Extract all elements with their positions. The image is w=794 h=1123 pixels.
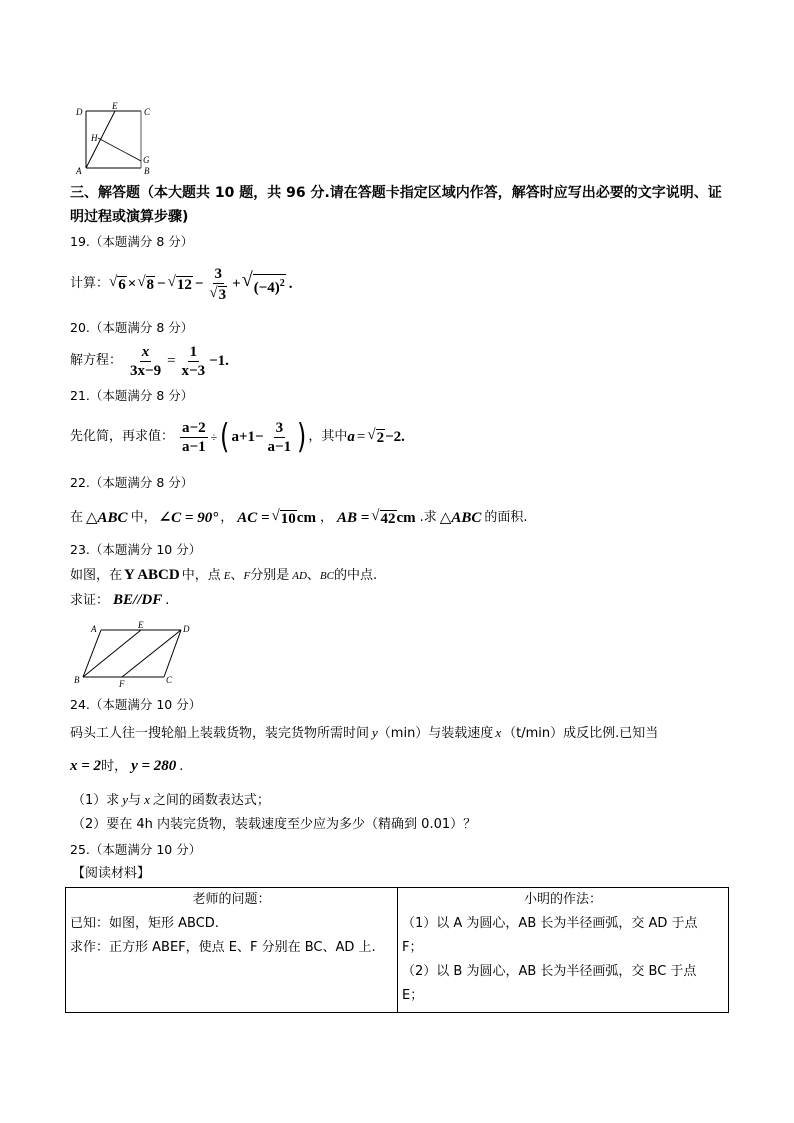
q20-equation: $\frac{x}{3x-9}$ = $\frac{1}{x-3}$ −1. <box>130 343 229 379</box>
q20-body <box>70 341 229 381</box>
teacher-question-title: 老师的问题： <box>192 892 271 907</box>
label-B: B <box>144 166 150 176</box>
q19-header: 19.（本题满分 8 分） <box>70 234 194 249</box>
q24-part1: （1）求 y 与 x 之间的函数表达式； <box>72 792 270 808</box>
teacher-question-given: 已知：如图，矩形 ABCD. <box>70 916 219 931</box>
q21-expression: $\frac{a-2}{a-1}$ ÷ ( a+1− $\frac{3}{a-1}$ ) <box>182 417 307 457</box>
q24-line2: x = 2 时， y = 280 . <box>70 758 184 774</box>
xiaoming-step1-cont: F； <box>402 940 423 955</box>
q21-header: 21.（本题满分 8 分） <box>70 388 194 403</box>
q19-expression: √ 6 × √ 8 − √ 12 − 3 √ 3 + √ $(-4)^2$ . <box>109 265 293 303</box>
q23-header: 23.（本题满分 10 分） <box>70 542 202 557</box>
q20-header: 20.（本题满分 8 分） <box>70 320 194 335</box>
label-C: C <box>144 107 151 117</box>
q22-header: 22.（本题满分 8 分） <box>70 475 194 490</box>
label-H: H <box>91 133 98 143</box>
q22-body: 在 △ABC 中， ∠C = 90° ， AC = √ 10 cm ， AB = √ 42 cm .求 △ABC 的面积. <box>70 508 528 527</box>
label-A: A <box>76 166 82 176</box>
label-E: E <box>138 620 144 630</box>
xiaoming-step1: （1）以 A 为圆心，AB 长为半径画弧，交 AD 于点 <box>402 916 698 931</box>
q20-prompt: 解方程： <box>70 353 123 368</box>
xiaoming-step2: （2）以 B 为圆心，AB 长为半径画弧，交 BC 于点 <box>402 964 697 979</box>
label-G: G <box>143 155 150 165</box>
q21-condition-text: ，其中 <box>308 429 348 444</box>
reading-material-table <box>65 887 729 1013</box>
parallelogram-figure <box>70 617 200 689</box>
q21-prompt: 先化简，再求值： <box>70 429 175 444</box>
q21-condition: a = √ 2 −2. <box>347 427 405 446</box>
reading-material-label: 【阅读材料】 <box>72 866 151 881</box>
xiaoming-step2-cont: E； <box>402 988 424 1003</box>
label-C: C <box>166 675 173 685</box>
section-heading-line1: 三、解答题（本大题共 10 题，共 96 分.请在答题卡指定区域内作答，解答时应写出必要的文字说明、证 <box>70 185 722 201</box>
label-E: E <box>112 101 118 111</box>
xiaoming-method-title: 小明的作法： <box>523 892 602 907</box>
label-A: A <box>91 624 97 634</box>
teacher-question-task: 求作：正方形 ABEF，使点 E、F 分别在 BC、AD 上. <box>70 940 376 955</box>
q25-header: 25.（本题满分 10 分） <box>70 842 202 857</box>
q24-line1: 码头工人往一搜轮船上装载货物，装完货物所需时间 y （min）与装载速度 x （t/min）成反比例.已知当 <box>70 725 659 741</box>
angle-c: ∠C = 90° <box>158 510 219 526</box>
ab-value: √ 42 <box>371 508 396 527</box>
q23-line2: 求证： BE//DF . <box>70 592 170 608</box>
label-D: D <box>183 624 190 634</box>
ac-value: √ 10 <box>271 508 296 527</box>
section-heading-line2: 明过程或演算步骤) <box>70 209 189 225</box>
q24-header: 24.（本题满分 10 分） <box>70 697 202 712</box>
label-F: F <box>119 679 125 689</box>
parallelogram-abcd: Y ABCD <box>124 567 180 583</box>
q19-prompt: 计算： <box>70 276 110 291</box>
q21-body <box>70 413 405 461</box>
label-D: D <box>76 107 83 117</box>
teacher-question-cell <box>66 888 398 1013</box>
q24-part2: （2）要在 4h 内装完货物，装载速度至少应为多少（精确到 0.01）？ <box>72 817 477 832</box>
xiaoming-method-cell <box>398 888 729 1013</box>
label-B: B <box>74 675 80 685</box>
triangle-abc: △ABC <box>86 510 128 526</box>
q19-body <box>70 262 292 306</box>
q23-line1: 如图，在 Y ABCD 中，点 E 、 F 分别是 AD 、 BC 的中点. <box>70 567 378 583</box>
square-figure <box>72 100 162 178</box>
